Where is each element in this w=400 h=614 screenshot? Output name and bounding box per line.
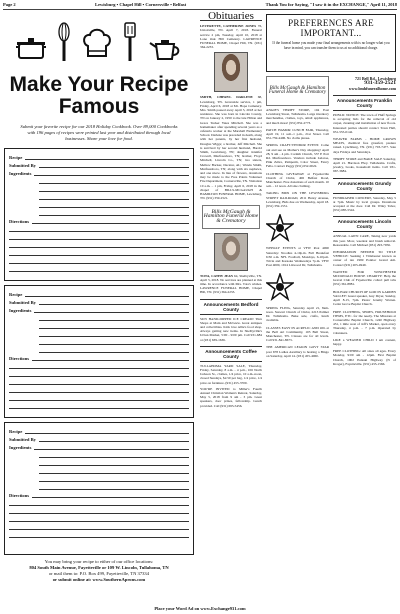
mail-line: or mail them to: P.O. Box 499, Fayetteville, TN 37334 <box>48 571 150 576</box>
funeral-address: 721 Bell Rd., Lewisburg <box>354 76 396 81</box>
ingredients-label: Ingredients <box>9 445 32 450</box>
recipe-label: Recipe <box>9 155 23 160</box>
directions-label: Directions <box>9 219 30 224</box>
paper-tagline: Thank You for Saying, "I saw it in the EXCHANGE," April 11, 2018 <box>265 2 397 7</box>
classified-ad: WEAVER FARMS - HOME GROWN MEATS, chemical free grassfed, pasture raised. Lynchburg, TN. (931) 703-7477. Sale days Fridays and Saturdays. <box>333 137 396 154</box>
classified-ad: SUN HAND-DIPPED ICE CREAM! Thru Shops at Main and McGrew. Great antiques and collectibles. Kids love Allie's food shop. Always getting new items. In Shelbyville's Urban Market, 5:00 - 9:00 pm. Call 931-684 or (931) 639-1636. <box>200 316 262 342</box>
obit-name: SMITH, CHERYL DARLENE <box>200 95 253 100</box>
classified-ad: TAKING BIDS ON THE LEWISBURG STREET RAILROAD, 2011 Henry Avenue, Lewisburg. Bids due on Wednesday, April 18. (931) 359-1531. <box>266 191 329 209</box>
recipe-field[interactable] <box>25 291 189 297</box>
funeral-home-logo: Bills McGaugh & Hamilton Funeral Home & Crematory <box>202 205 260 229</box>
classified-ad: PUBLIC NOTICE: The town of Huff Springs is accepting bids for the removal of old carpet, cleaning and installation of new floors. Interested parties should contact Town Hall, 931-555-0142. <box>333 113 396 134</box>
page-number: Page 2 <box>3 2 16 7</box>
directions-label: Directions <box>9 356 30 361</box>
submitted-field[interactable] <box>39 436 189 442</box>
preferences-body: If the funeral home you made your final arrangements with is no longer what you have in mind, you can transfer them to us at no additional charge. <box>272 41 390 50</box>
announcement-heading: Announcements Coffee County <box>200 346 262 362</box>
classified-ad: PATCH HAMOR LUNCH FAIR, Thursday, April 19, 11 a.m.-1 p.m., 21st Street. Call 931-759-4406. No cloths please. <box>266 127 329 141</box>
ingredients-field[interactable] <box>34 307 189 313</box>
cookware-icons <box>4 14 194 62</box>
classified-ad: FREE CLOTHING: All sizes all ages. Every Monday, 9:00 am - 12pm. First Baptist Church, 1902 Pulaski Highway (N of Kroger), Fayetteville. (931) 433-1566. <box>333 349 396 366</box>
funeral-website[interactable]: www.bmhfuneralhome.com <box>348 86 396 91</box>
recipe-label: Recipe <box>9 292 23 297</box>
classified-ad: ANNUAL LAWN CARE, Taking new yards this year. Mow, weedeat and brush removal. Reasonable. Call Michael (931) 293-7956. <box>333 234 396 247</box>
obit-text: 76, Unionville, TN. April 7, 2018. Funeral service 2 pm, Tuesday, April 10, 2018 at Lone Oak Hill Cemetery. LAWRENCE FUNERAL HOME, Chapel Hill, TN. (931) 364-2233. <box>200 24 262 50</box>
obit-name: TOTA, CATHY JEAN <box>200 273 233 278</box>
classifieds-column-1 <box>266 76 329 369</box>
classified-ad: WANTED FOR WINCHESTER MCDONALD HOUSE CHARITY: Help the Gravel Club of Fayetteville collect pull tabs (931) 361-8881. <box>333 269 396 287</box>
right-section <box>266 14 396 604</box>
chef-hat-icon <box>82 26 112 62</box>
page-header <box>3 2 397 10</box>
submitted-field[interactable] <box>39 162 189 168</box>
teapot-icon <box>148 32 182 62</box>
funeral-home-contact <box>333 76 396 91</box>
directions-field[interactable] <box>32 218 189 224</box>
obit-text: 68, Lewisburg, TN. Graveside service, 1 pm, Friday, April 6, 2018 at Mt. Hope Cemetery. Mrs. Smith passed away April 3, 2018 at her residence. She was born in Lincoln County, TN on January 2, 1950 to the late Hilton and Grace Tucker Yates Mitchell. She was a homemaker after spending several years as a cafeteria worker at the Marshall Elementary School. Darlene was preceded in death, along with her parents, by her first husband, Douglas Wiggs; a brother, Jeff Mitchell. She is survived by her second husband, Harold Smith, Lewisburg, TN; daughter Jennifer Crowell, Murfreesboro, TN; brother, Floyd Mitchell, Lincoln Co., TN; two sisters, Mellow Backer, Decatur, AL; Wanda Smith, Murfreesboro, TN; along with six nephews, and one niece. In lieu of flowers, donations may be made to the Free Points Volunteer Fire Department, Cornersville, TN. Visitation 10 a.m. – 1 pm, Friday, April 6, 2018 in the chapel of BILLS-MCGAUGH & HAMILTON FUNERAL HOME, Lewisburg, TN. (931) 359-2521. <box>200 95 262 201</box>
recipe-ad <box>4 14 194 604</box>
classified-ad: LIKE a WEANED CHILD I am content, happy. <box>333 337 396 346</box>
recipe-headline: Make Your Recipe Famous <box>9 73 189 118</box>
announcement-heading: Announcements Franklin County <box>333 95 396 111</box>
mail-line: You may bring your recipe to either of our office locations: <box>44 559 154 564</box>
directions-field[interactable] <box>32 492 189 498</box>
funeral-phone[interactable]: 931-359-2521 <box>364 80 396 86</box>
classified-ad: CLASSES EASY IN ACRYLIC AND OIL at the Bell Art Community, 103 Bell Street, Manchester, TN. Classes are for all levels. Call 931-841-8673. <box>266 325 329 343</box>
recipe-field[interactable] <box>25 428 189 434</box>
classified-ad: FREE CLOTHING, SHOES, HOUSEHOLD ITEMS, ETC. for the needy. The Missions at Cornersville Baptist Church, 1240 Highway 431, 1 mile west of Jeff's Market, open every Thursday, 4 p.m. - 7 p.m. Operated by volunteers. <box>333 309 396 335</box>
classified-ad: WEEKLY EVENTS at VFW Post 4000 Saturday: Noodles 4-10p.m. Full Breakfast 6:30 a.m. NFL Football, Mondays, 6-10p.m. Trivia and Karaoke Wednesdays 7p.m. VFW Post 4000, 1914 Linwood Dr, Tullahoma. <box>266 246 329 268</box>
whisk-icon <box>57 22 71 62</box>
pot-icon <box>16 32 46 62</box>
preferences-ad <box>266 14 396 72</box>
recipe-form-3 <box>4 422 194 555</box>
obit-name: LEVERETTE, CATHERINE JONES <box>200 24 257 29</box>
announcement-heading: Announcements Lincoln County <box>333 216 396 232</box>
recipe-intro: Submit your favorite recipe for our 2018 Holiday Cookbook. Over 89,000 Cookbooks with 196 pages of recipes were printed last year and distributed through local businesses. Share your love for food. <box>20 124 178 141</box>
spatula-icon <box>123 22 137 62</box>
submitted-field[interactable] <box>39 299 189 305</box>
classified-ad: THE AMERICAN LEGION GOVT STAR post 678 Ladies Auxiliary is hosting a Bingo on Saturday, April 14. (931) 455-4060. <box>266 345 329 358</box>
classifieds-column-2 <box>333 76 396 369</box>
announcement-heading: Announcements Bedford County <box>200 299 262 315</box>
recipe-form-2 <box>4 285 194 418</box>
classified-ad: ANGIE'S THRIFT STORE, 104 East Lewisburg Street, Tullahoma. Large inventory merchandise, clothes, toys, small appliances, and much more! (931) 852-2773. <box>266 108 329 125</box>
recipe-label: Recipe <box>9 429 23 434</box>
page-footer: Place your Word Ad on www.Exchange931.com <box>154 606 246 611</box>
ingredients-label: Ingredients <box>9 171 32 176</box>
classified-ad: TULLAHOMA YARD SALE, Thursday, Friday, Saturday, 8 a.m. - 4 p.m., 106 North Jackson St., clothes, 1/4 price, 10 a.m.-noon, closed Sundays, $2.50 per bag, 1/4 price, 1/4 price on furniture. (931) 455-3700. <box>200 363 262 385</box>
mail-instructions <box>4 559 194 583</box>
obit-photo <box>214 52 248 92</box>
classified-ad: BOLIVAR CHURCH OF GOD IN GARDEN VALLEY: Guest speaker, Guy Dryer, Sunday, April 8-15, 7pm. Pastor Jeremy Warren. Cedar Grove Baptist Church. <box>333 289 396 307</box>
ingredients-label: Ingredients <box>9 308 32 313</box>
classified-ad: FUNDRAISER CONCERT, Saturday, May 5 at 7pm. Music by local groups. Donations accepted at the door. Call Dr. Wiley Tabor, (931) 685-5542. <box>333 195 396 213</box>
obituaries-heading: Obituaries <box>200 14 262 21</box>
paper-towns: Lewisburg • Chapel Hill • Cornersville • Belfast <box>95 2 187 7</box>
mail-line: 804 South Main Avenue, Fayetteville or 109 W. Lincoln, Tullahoma, TN <box>29 565 169 570</box>
mail-line[interactable]: or submit online at: www.SouthernAprons.com <box>52 577 146 582</box>
veterans-emblem-icon <box>266 273 294 301</box>
obit-photo <box>214 233 248 271</box>
submitted-label: Submitted By <box>9 437 36 442</box>
ingredients-field[interactable] <box>34 444 189 450</box>
classified-ad: YOU'RE INVITED to Miller's Fourth Annual Christian Women's Retreat, Saturday, May 5, 2018 from 9 am - 3 pm. Great speakers, door prizes, fellowship. Lunch provided. Call (931) 695-5456. <box>200 386 262 408</box>
ingredients-field[interactable] <box>34 170 189 176</box>
classified-ad: INFORMATION NEEDED TO TITLE VEHICLE: Seeking 1 Titlebearer known as owner of tan 1999 Pontiac Grand Am. Contact (931) 205-4949. <box>333 250 396 267</box>
directions-label: Directions <box>9 493 30 498</box>
submitted-label: Submitted By <box>9 300 36 305</box>
veterans-emblem-icon <box>266 214 294 242</box>
classified-ad: THRIFT STORE and BAKE SALE Saturday, April 21. Harrison Hwy. Tullahoma. Crafts, jewelry, books, household items. Call 931-967-3684. <box>333 156 396 174</box>
recipe-form-1 <box>4 148 194 281</box>
obit-text: 64, Shelbyville, TN. April 5, 2018. No services are planned at this time. In accordance with Mrs. Tota's wishes. LAWRENCE FUNERAL HOME, Chapel Hill, TN. (931) 364-2233. <box>200 273 262 295</box>
directions-field[interactable] <box>32 355 189 361</box>
funeral-home-logo: Bills McGaugh & Hamilton Funeral Home & Crematory <box>266 76 329 106</box>
submitted-label: Submitted By <box>9 163 36 168</box>
obituaries-column <box>200 10 262 604</box>
classified-ad: CLOTHING GIVEAWAY at Fayetteville Church of Christ, 406 Belfast Road, Manchester. Free donations of each month. 10 a.m. - 12 noon. All size clothing. <box>266 171 329 189</box>
announcement-heading: Announcements Grundy County <box>333 178 396 194</box>
classified-ad: SPRING FLING, Saturday April 21, 8am-noon. Stewart Church of Christ, 2213 Palmer Dr. Tullahoma. Bake sale, crafts, lunch available. <box>266 305 329 323</box>
preferences-title: PREFERENCES ARE IMPORTANT... <box>288 18 374 38</box>
classified-ad: SPRING CRAFT/VENDOR EVENT. Come out and see us Mother's Day shopping! April 28, 9 am - 4 pm. Corinth Church, 537 E Port Rd. Murfreesboro. Vendors include Lularoe, Pink Zebra, Pamperm, Color Street, Fancy Fella. Contact Peggy (931) 652-0022. <box>266 143 329 169</box>
recipe-field[interactable] <box>25 154 189 160</box>
